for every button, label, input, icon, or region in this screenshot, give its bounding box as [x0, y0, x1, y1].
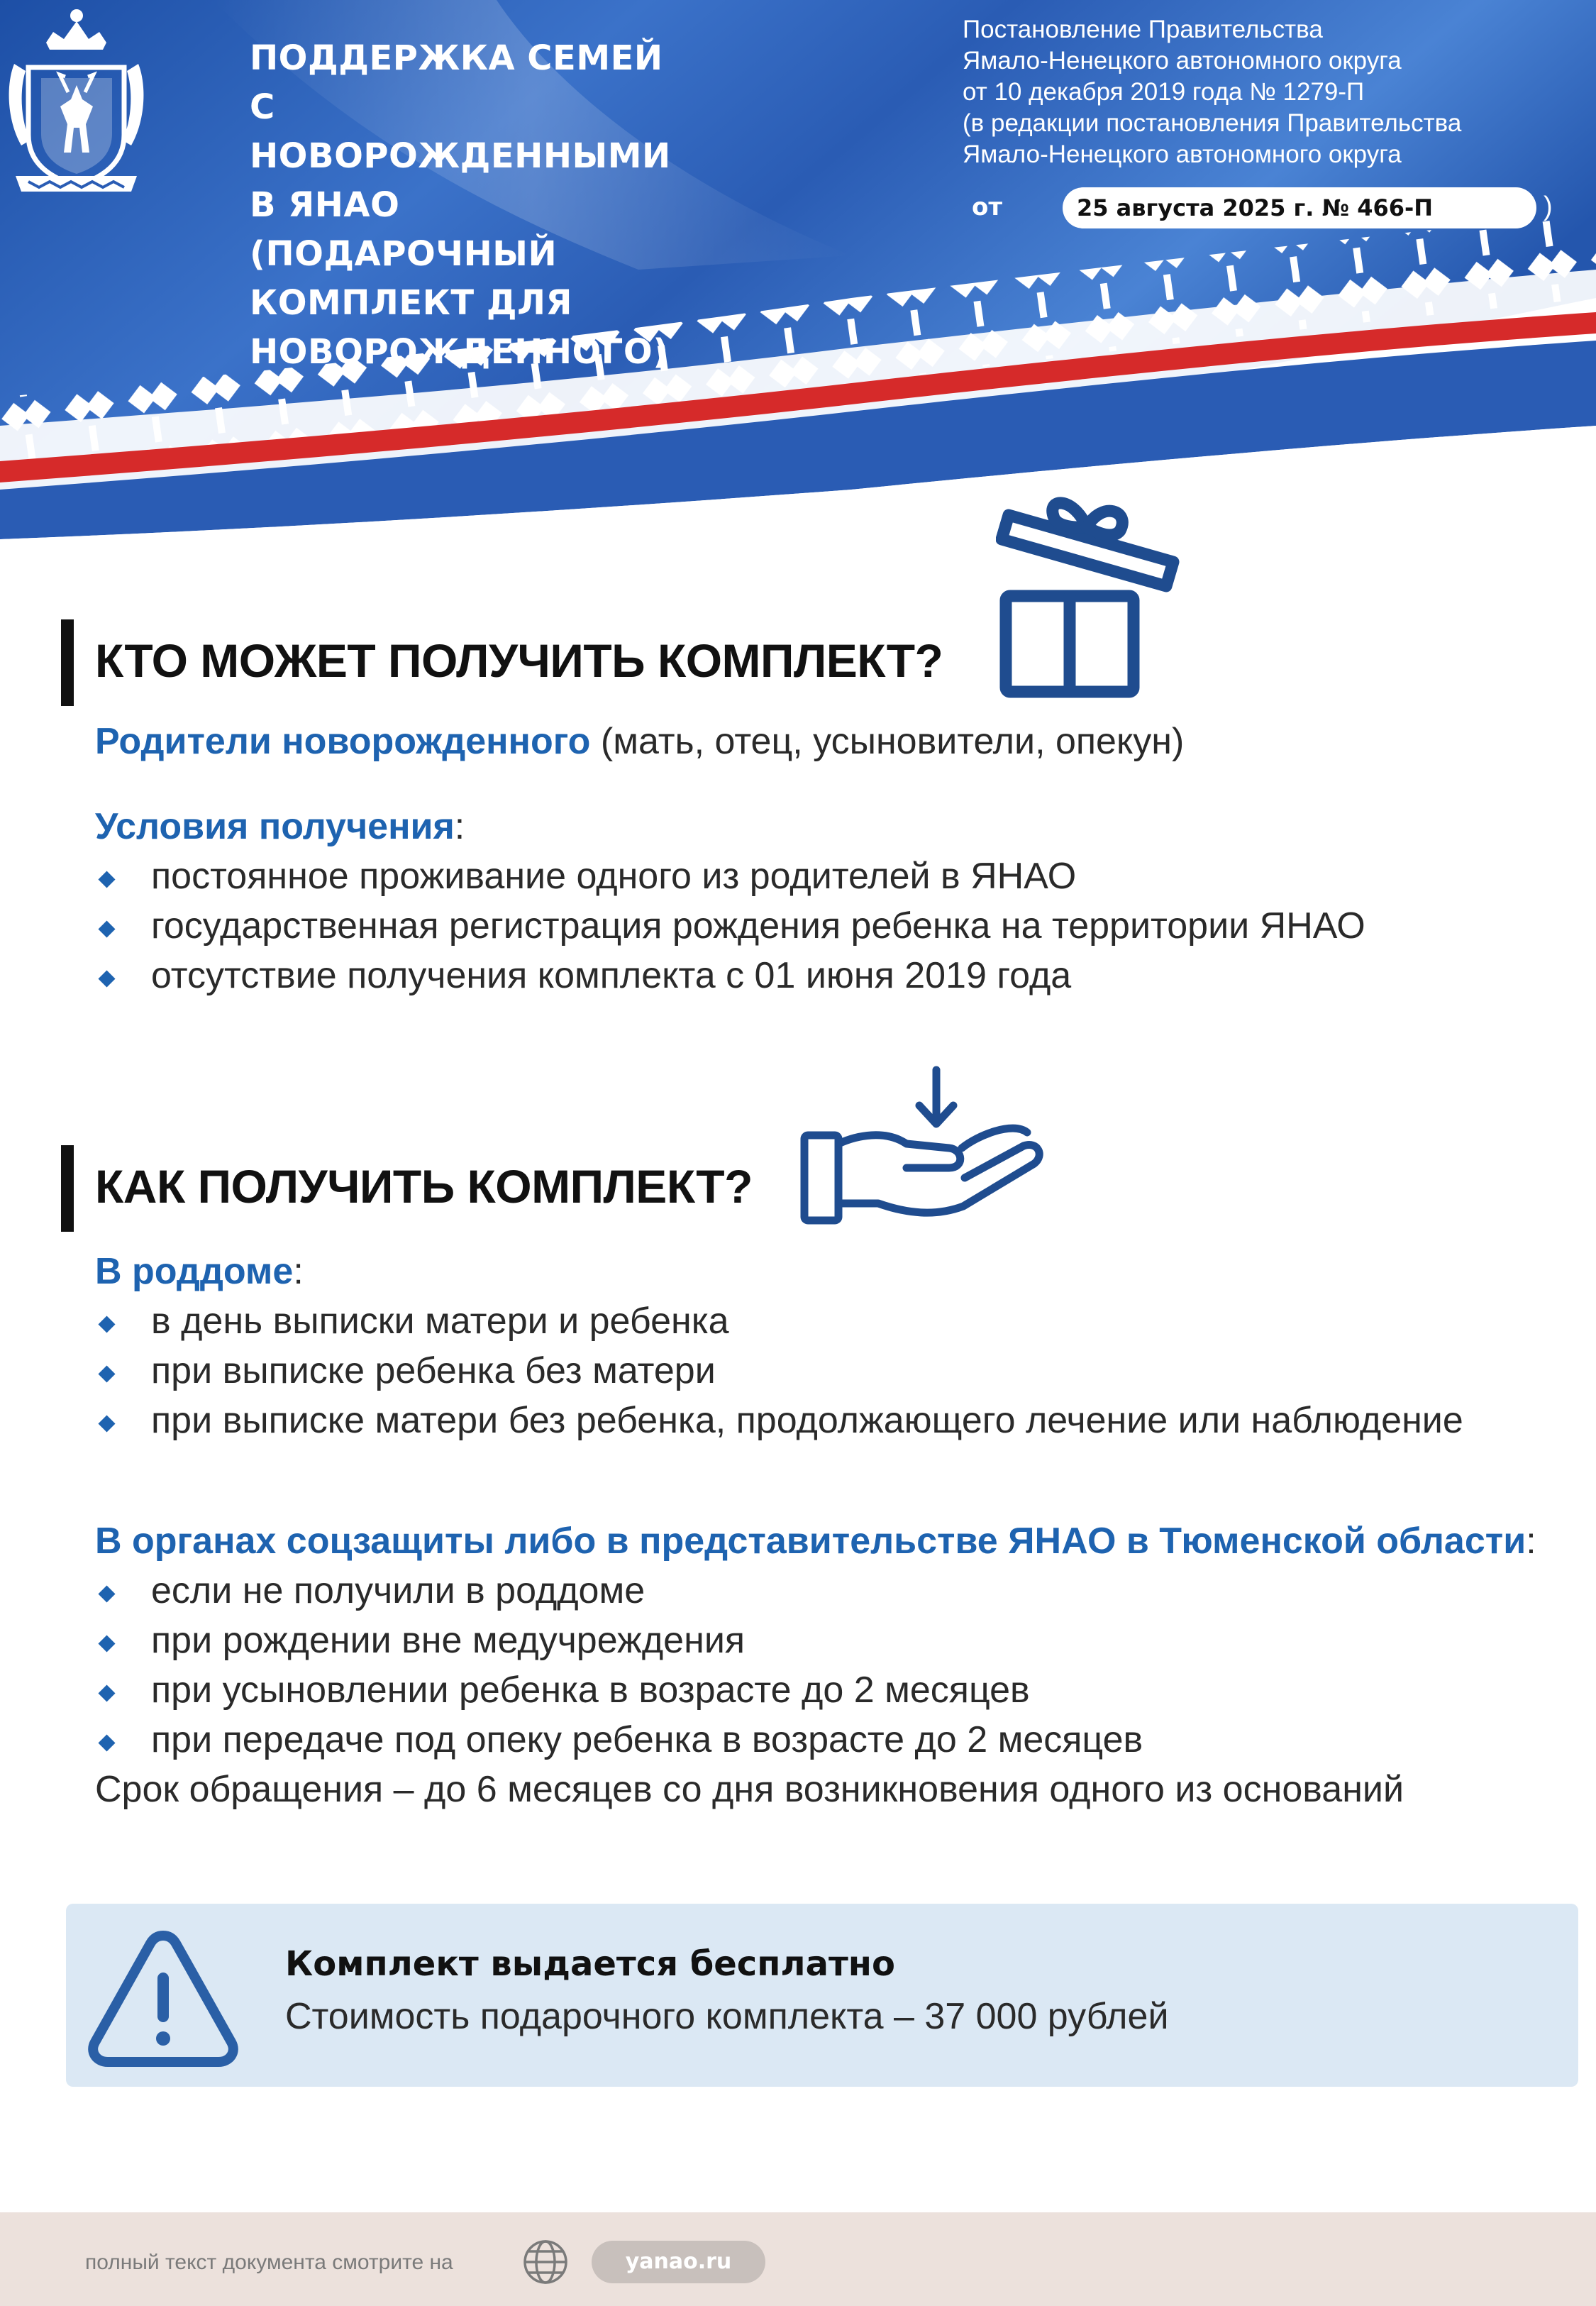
title-line: В ЯНАО (ПОДАРОЧНЫЙ [250, 185, 558, 274]
bullet-diamond [98, 920, 116, 939]
decree-line: Ямало-Ненецкого автономного округа [963, 140, 1402, 168]
list-item: государственная регистрация рождения ребенка на территории ЯНАО [151, 905, 1365, 947]
decree-line: Постановление Правительства [963, 16, 1323, 43]
list-item: при усыновлении ребенка в возрасте до 2 месяцев [151, 1670, 1030, 1711]
section-marker [61, 1145, 74, 1232]
decree-line: от 10 декабря 2019 года № 1279-П [963, 78, 1365, 106]
bullet-diamond [98, 1415, 116, 1433]
bullet-diamond [98, 1635, 116, 1653]
page-title [250, 34, 704, 377]
section-heading-who: КТО МОЖЕТ ПОЛУЧИТЬ КОМПЛЕКТ? [95, 634, 943, 687]
decree-close-paren: ) [1544, 192, 1553, 221]
maternity-tail: : [293, 1251, 304, 1292]
list-item: при выписке ребенка без матери [151, 1350, 716, 1391]
maternity-line [95, 1250, 304, 1293]
decree-line: (в редакции постановления Правительства [963, 109, 1462, 137]
conditions-tail: : [454, 806, 465, 847]
decree-date-row [972, 186, 1553, 233]
list-item: при выписке матери без ребенка, продолжающего лечение или наблюдение [151, 1400, 1463, 1441]
decree-reference [963, 14, 1587, 170]
globe-icon [522, 2239, 569, 2285]
decree-line: Ямало-Ненецкого автономного округа [963, 47, 1402, 75]
deadline-text: Срок обращения – до 6 месяцев со дня возникновения одного из оснований [95, 1769, 1404, 1810]
bullet-diamond [98, 1734, 116, 1753]
list-item: отсутствие получения комплекта с 01 июня 2019 года [151, 955, 1072, 996]
title-line: С НОВОРОЖДЕННЫМИ [250, 87, 671, 176]
section-marker [61, 619, 74, 706]
list-item: постоянное проживание одного из родителей в ЯНАО [151, 856, 1077, 897]
parents-lead: Родители новорожденного [95, 721, 591, 762]
list-item: при рождении вне медучреждения [151, 1620, 746, 1661]
list-item: если не получили в роддоме [151, 1570, 645, 1611]
bullet-diamond [98, 970, 116, 988]
header-banner [0, 0, 1596, 539]
footer-text: полный текст документа смотрите на [85, 2251, 453, 2274]
maternity-lead: В роддоме [95, 1251, 294, 1292]
yanao-coat-of-arms-icon [0, 0, 153, 202]
social-line [95, 1520, 1536, 1562]
gift-box-icon [996, 482, 1187, 699]
bullet-diamond [98, 871, 116, 889]
bullet-diamond [98, 1585, 116, 1604]
title-line: ПОДДЕРЖКА СЕМЕЙ [250, 38, 663, 78]
title-line: НОВОРОЖДЕННОГО) [250, 332, 669, 372]
parents-line [95, 720, 1184, 763]
warning-icon [84, 1923, 243, 2068]
bullet-diamond [98, 1684, 116, 1703]
conditions-lead: Условия получения [95, 806, 455, 847]
section-heading-how: КАК ПОЛУЧИТЬ КОМПЛЕКТ? [95, 1160, 753, 1213]
list-item: при передаче под опеку ребенка в возрасте до 2 месяцев [151, 1719, 1143, 1760]
decree-ot-label: от [972, 193, 1003, 221]
parents-tail: (мать, отец, усыновители, опекун) [590, 721, 1185, 762]
hand-receive-icon [800, 1064, 1046, 1229]
decree-date-badge: 25 августа 2025 г. № 466-П [1063, 187, 1536, 228]
list-item: в день выписки матери и ребенка [151, 1301, 729, 1342]
website-link[interactable]: yanao.ru [592, 2241, 765, 2283]
notice-text: Стоимость подарочного комплекта – 37 000 рублей [285, 1996, 1169, 2037]
bullet-diamond [98, 1315, 116, 1334]
conditions-line [95, 805, 465, 848]
notice-title: Комплект выдается бесплатно [285, 1944, 895, 1984]
title-line: КОМПЛЕКТ ДЛЯ [250, 283, 572, 323]
social-tail: : [1526, 1521, 1536, 1562]
bullet-diamond [98, 1365, 116, 1384]
social-lead: В органах соцзащиты либо в представительстве ЯНАО в Тюменской области [95, 1521, 1526, 1562]
